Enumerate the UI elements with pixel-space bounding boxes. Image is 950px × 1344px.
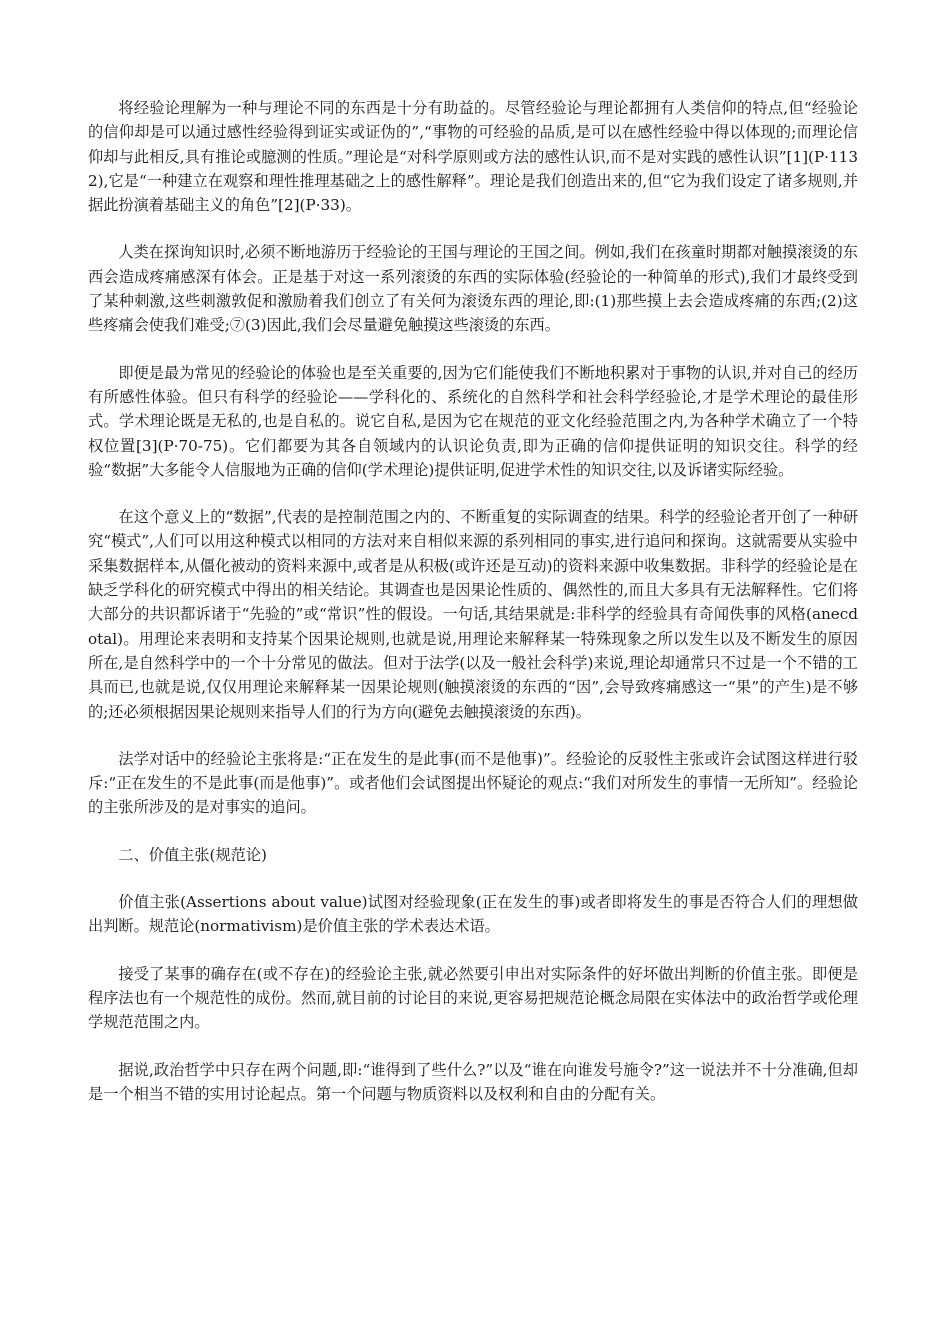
- paragraph-scientific-empiricism: 即便是最为常见的经验论的体验也是至关重要的,因为它们能使我们不断地积累对于事物的认识,并对自己的经历有所感性体验。但只有科学的经验论——学科化的、系统化的自然科学和社会科学经验论,才是学术理论的最佳形式。学术理论既是无私的,也是自私的。说它自私,是因为它在规范的亚文化经验范围之内,为各种学术确立了一个特权位置[3](P·70-75)。它们都要为其各自领域内的认识论负责,即为正确的信仰提供证明的知识交往。科学的经验“数据”大多能令人信服地为正确的信仰(学术理论)提供证明,促进学术性的知识交往,以及诉诸实际经验。: [88, 363, 858, 479]
- section-heading-value-assertions: 二、价值主张(规范论): [118, 845, 267, 864]
- paragraph-value-assertions: 价值主张(Assertions about value)试图对经验现象(正在发生的事)或者即将发生的事是否符合人们的理想做出判断。规范论(normativism)是价值主张的学术表达术语。: [88, 893, 858, 936]
- paragraph-data-and-models: 在这个意义上的“数据”,代表的是控制范围之内的、不断重复的实际调查的结果。科学的经验论者开创了一种研究“模式”,人们可以用这种模式以相同的方法对来自相似来源的系列相同的事实,进行追问和探询。这就需要从实验中采集数据样本,从僵化被动的资料来源中,或者是从积极(或许还是互动)的资料来源中收集数据。非科学的经验论是在缺乏学科化的研究模式中得出的相关结论。其调查也是因果论性质的、偶然性的,而且大多具有无法解释性。它们将大部分的共识都诉诸于“先验的”或“常识”性的假设。一句话,其结果就是:非科学的经验具有奇闻佚事的风格(anecdotal)。用理论来表明和支持某个因果论规则,也就是说,用理论来解释某一特殊现象之所以发生以及不断发生的原因所在,是自然科学中的一个十分常见的做法。但对于法学(以及一般社会科学)来说,理论却通常只不过是一个不错的工具而已,也就是说,仅仅用理论来解释某一因果论规则(触摸滚烫的东西的“因”,会导致疼痛感这一“果”的产生)是不够的;还必须根据因果论规则来指导人们的行为方向(避免去触摸滚烫的东西)。: [88, 508, 858, 721]
- paragraph-hot-objects-example: 人类在探询知识时,必须不断地游历于经验论的王国与理论的王国之间。例如,我们在孩童时期都对触摸滚烫的东西会造成疼痛感深有体会。正是基于对这一系列滚烫的东西的实际体验(经验论的一种简单的形式),我们才最终受到了某种刺激,这些刺激敦促和激励着我们创立了有关何为滚烫东西的理论,即:(1)那些摸上去会造成疼痛的东西;(2)这些疼痛会使我们难受;⑦(3)因此,我们会尽量避免触摸这些滚烫的东西。: [88, 243, 858, 335]
- paragraph-normative-component: 接受了某事的确存在(或不存在)的经验论主张,就必然要引申出对实际条件的好坏做出判断的价值主张。即便是程序法也有一个规范性的成份。然而,就目前的讨论目的来说,更容易把规范论概念局限在实体法中的政治哲学或伦理学规范范围之内。: [88, 964, 858, 1032]
- paragraph-legal-dialogue: 法学对话中的经验论主张将是:“正在发生的是此事(而不是他事)”。经验论的反驳性主张或许会试图这样进行驳斥:“正在发生的不是此事(而是他事)”。或者他们会试图提出怀疑论的观点:“我们对所发生的事情一无所知”。经验论的主张所涉及的是对事实的追问。: [88, 749, 858, 817]
- paragraph-political-philosophy: 据说,政治哲学中只存在两个问题,即:“谁得到了些什么?”以及“谁在向谁发号施令?”这一说法并不十分准确,但却是一个相当不错的实用讨论起点。第一个问题与物质资料以及权利和自由的分配有关。: [88, 1060, 858, 1103]
- document-body: [88, 96, 858, 1129]
- paragraph-experience-vs-theory: 将经验论理解为一种与理论不同的东西是十分有助益的。尽管经验论与理论都拥有人类信仰的特点,但“经验论的信仰却是可以通过感性经验得到证实或证伪的”,“事物的可经验的品质,是可以在感性经验中得以体现的;而理论信仰却与此相反,具有推论或臆测的性质。”理论是“对科学原则或方法的感性认识,而不是对实践的感性认识”[1](P·1132),它是“一种建立在观察和理性推理基础之上的感性解释”。理论是我们创造出来的,但“它为我们设定了诸多规则,并据此扮演着基础主义的角色”[2](P·33)。: [88, 99, 858, 215]
